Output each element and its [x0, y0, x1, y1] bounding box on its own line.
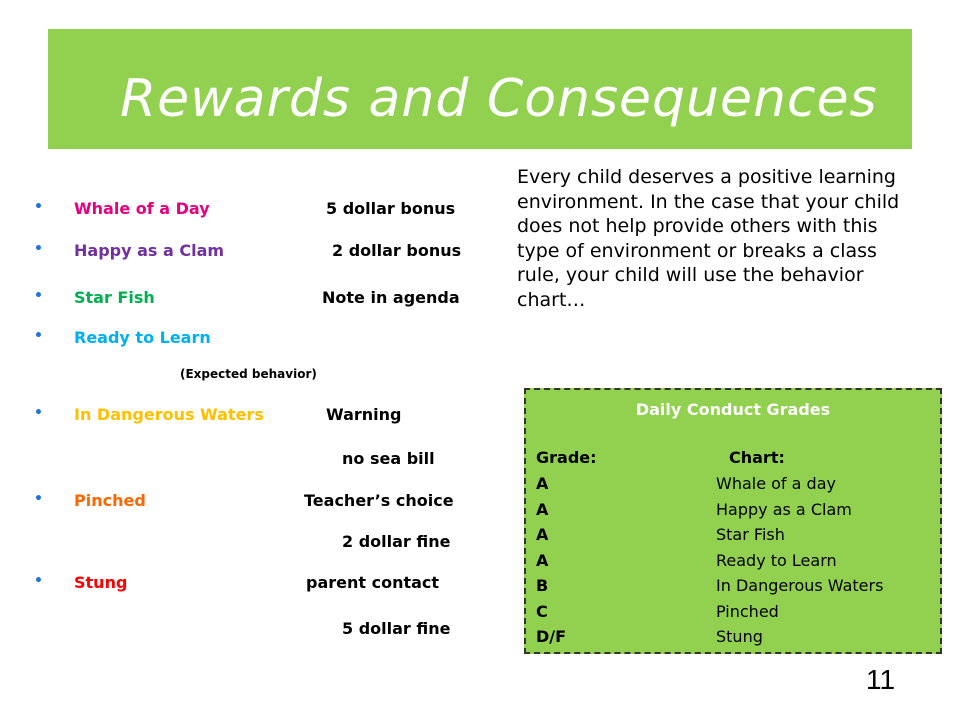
reward-note: (Expected behavior) — [180, 367, 317, 381]
grade-cell: A — [536, 500, 549, 519]
reward-value: 5 dollar bonus — [326, 199, 456, 218]
reward-label: Star Fish — [74, 288, 155, 307]
bullet-dot: • — [34, 199, 43, 215]
reward-label: Pinched — [74, 491, 146, 510]
grade-cell: D/F — [536, 627, 567, 646]
chart-cell: Stung — [716, 627, 763, 646]
reward-extra: 2 dollar fine — [342, 532, 451, 551]
reward-extra: 5 dollar fine — [342, 619, 451, 638]
bullet-dot: • — [34, 405, 43, 421]
chart-cell: Whale of a day — [716, 474, 836, 493]
grade-header: Grade: — [536, 448, 597, 467]
chart-header: Chart: — [729, 448, 785, 467]
bullet-dot: • — [34, 288, 43, 304]
bullet-dot: • — [34, 573, 43, 589]
reward-label: Ready to Learn — [74, 328, 211, 347]
bullet-dot: • — [34, 491, 43, 507]
slide-title: Rewards and Consequences — [120, 69, 878, 129]
grade-cell: A — [536, 474, 549, 493]
reward-value: Warning — [326, 405, 402, 424]
reward-label: In Dangerous Waters — [74, 405, 264, 424]
grade-cell: B — [536, 576, 549, 595]
grade-cell: A — [536, 525, 549, 544]
chart-cell: Ready to Learn — [716, 551, 837, 570]
bullet-dot: • — [34, 241, 43, 257]
reward-value: parent contact — [306, 573, 440, 592]
behavior-paragraph: Every child deserves a positive learning environment. In the case that your child does not help provide others with this type of environment or breaks a class rule, your child will use the behavior chart… — [517, 166, 900, 311]
page-number: 11 — [866, 664, 896, 695]
reward-label: Stung — [74, 573, 128, 592]
reward-label: Whale of a Day — [74, 199, 210, 218]
grade-cell: C — [536, 602, 548, 621]
chart-cell: Pinched — [716, 602, 779, 621]
reward-extra: no sea bill — [342, 449, 435, 468]
reward-value: Note in agenda — [322, 288, 460, 307]
reward-label: Happy as a Clam — [74, 241, 225, 260]
reward-value: 2 dollar bonus — [332, 241, 462, 260]
chart-cell: Star Fish — [716, 525, 785, 544]
reward-value: Teacher’s choice — [304, 491, 454, 510]
conduct-title: Daily Conduct Grades — [635, 400, 831, 419]
chart-cell: Happy as a Clam — [716, 500, 852, 519]
chart-cell: In Dangerous Waters — [716, 576, 884, 595]
bullet-dot: • — [34, 328, 43, 344]
conduct-grades-box — [524, 388, 942, 654]
grade-cell: A — [536, 551, 549, 570]
